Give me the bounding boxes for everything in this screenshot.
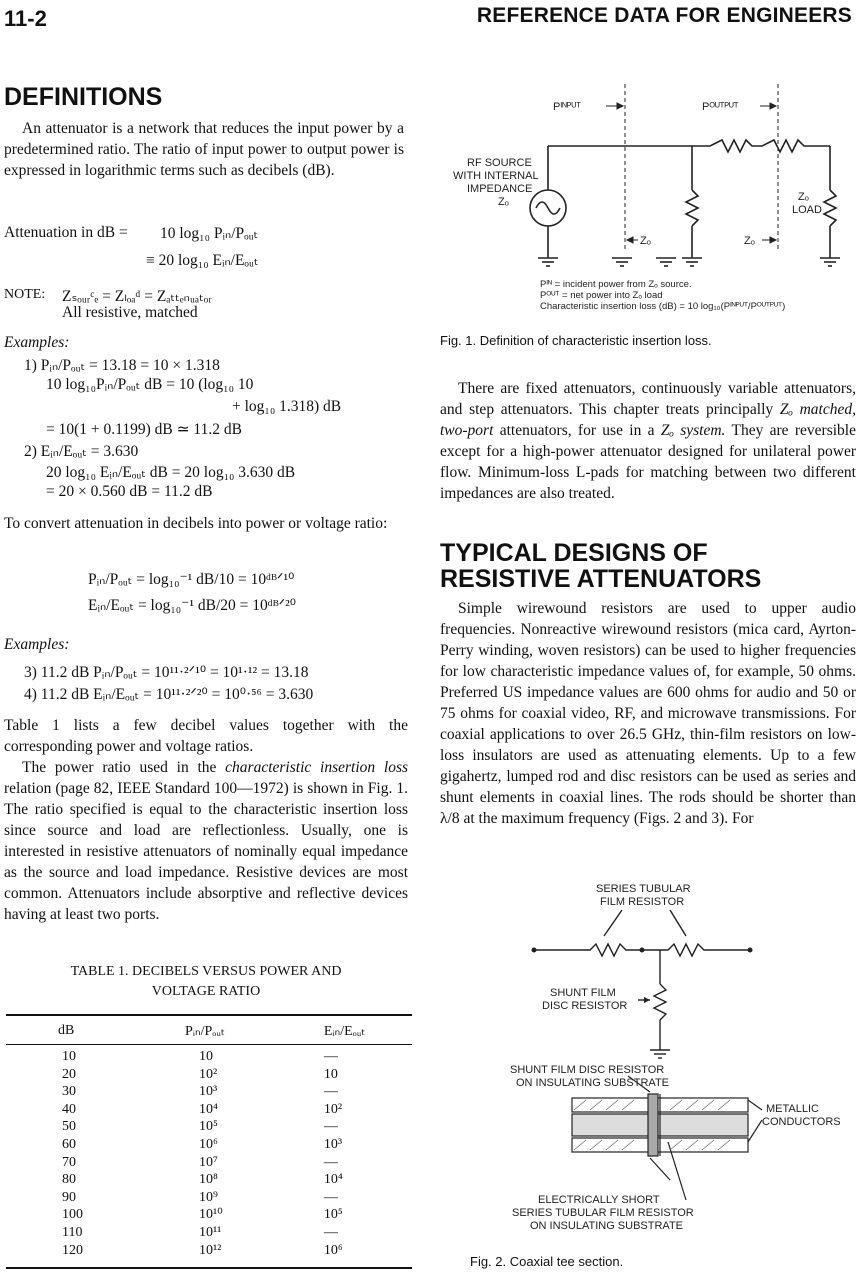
example2-line-c: = 20 × 0.560 dB = 11.2 dB bbox=[46, 483, 213, 500]
table-cell: 10⁶ bbox=[198, 1136, 218, 1152]
table-cell: — bbox=[323, 1189, 338, 1205]
table-cell: 10¹⁰ bbox=[198, 1207, 223, 1223]
intro-text: An attenuator is a network that reduces the input power by a predetermined ratio. The ratio of input power to output power is expressed in logarithmic terms such as decibels (dB). bbox=[4, 120, 404, 179]
attenuation-label: Attenuation in dB = bbox=[4, 224, 128, 241]
table-title-line1: TABLE 1. DECIBELS VERSUS POWER AND bbox=[70, 964, 342, 979]
table-cell: 10 bbox=[62, 1049, 76, 1064]
convert-eq2: Eᵢₙ/Eₒᵤₜ = log₁₀⁻¹ dB/20 = 10ᵈᴮᐟ²⁰ bbox=[88, 597, 297, 614]
table-cell: 70 bbox=[62, 1154, 76, 1170]
power-text-em: characteristic insertion loss bbox=[225, 759, 409, 776]
note-label: NOTE: bbox=[4, 287, 46, 302]
table-cell: 10 bbox=[198, 1049, 213, 1064]
table-cell: 10¹¹ bbox=[198, 1224, 222, 1240]
example1-line-b: 10 log₁₀Pᵢₙ/Pₒᵤₜ dB = 10 (log₁₀ 10 bbox=[46, 376, 254, 393]
heading2-line2: RESISTIVE ATTENUATORS bbox=[440, 565, 762, 593]
table-row bbox=[6, 1206, 412, 1224]
table-paragraph: Table 1 lists a few decibel values together with the corresponding power and voltage ratios. bbox=[4, 717, 408, 755]
table-header-cell: Eᵢₙ/Eₒᵤₜ bbox=[323, 1023, 366, 1039]
fig2-diagram bbox=[500, 880, 860, 1240]
fig1-note1: Pᴵᴺ = incident power from Zₒ source. bbox=[540, 279, 692, 290]
fig1-diagram bbox=[440, 80, 860, 320]
table-title bbox=[4, 962, 408, 1002]
table-cell: 10³ bbox=[198, 1084, 218, 1100]
table-cell: — bbox=[323, 1154, 338, 1170]
table-cell: — bbox=[323, 1224, 338, 1240]
fig1-note3: Characteristic insertion loss (dB) = 10 log₁₀(Pᴵᴺᴾᵁᵀ/Pᴼᵁᵀᴾᵁᵀ) bbox=[540, 301, 786, 312]
figure-2 bbox=[500, 880, 860, 1240]
table-cell: 10⁴ bbox=[323, 1172, 343, 1188]
table-cell: 10⁹ bbox=[198, 1189, 218, 1205]
attenuation-eq2: ≡ 20 log₁₀ Eᵢₙ/Eₒᵤₜ bbox=[146, 252, 259, 269]
table-row bbox=[6, 1136, 412, 1154]
convert-eq1: Pᵢₙ/Pₒᵤₜ = log₁₀⁻¹ dB/10 = 10ᵈᴮᐟ¹⁰ bbox=[88, 571, 295, 588]
table-cell: 10² bbox=[198, 1066, 218, 1082]
resistor-text: Simple wirewound resistors are used to upper audio frequencies. Nonreactive wirewound resistors (mica card, Ayrton-Perry winding, woven resistors) can be used to higher frequencies for low characteristic impedance values of, for example, 50 ohms. Preferred US impedance values are 600 ohms for audio and 50 or 75 ohms for coaxial video, RF, and microwave transmissions. For coaxial applications to over 26.5 GHz, thin-film resistors on low-loss insulators are used as attenuating elements. Up to a few gigahertz, lumped rod and disc resistors can be used as series and shunt elements in coaxial lines. The rods should be shorter than λ/8 at the maximum frequency (Figs. 2 and 3). For bbox=[440, 600, 856, 827]
table-cell: — bbox=[323, 1049, 338, 1064]
table-cell: 10³ bbox=[323, 1136, 343, 1152]
tubular-label-line2: ON INSULATING SUBSTRATE bbox=[530, 1220, 684, 1232]
table-cell: 50 bbox=[62, 1119, 76, 1135]
table-cell: 90 bbox=[62, 1189, 76, 1205]
table-title-line2: VOLTAGE RATIO bbox=[151, 984, 261, 999]
types-text-em2: Zₒ system. bbox=[660, 422, 726, 439]
types-text-em: Zₒ matched, two-port bbox=[440, 401, 856, 439]
short-label: ELECTRICALLY SHORT bbox=[538, 1194, 660, 1206]
section-heading-typical-designs bbox=[440, 540, 761, 592]
table-header-row bbox=[6, 1020, 412, 1048]
load-label-z0: Zₒ bbox=[798, 191, 809, 203]
example2-line-a: 2) Eᵢₙ/Eₒᵤₜ = 3.630 bbox=[24, 443, 139, 460]
table-cell: — bbox=[323, 1084, 338, 1100]
example1-line-a: 1) Pᵢₙ/Pₒᵤₜ = 13.18 = 10 × 1.318 bbox=[24, 357, 220, 374]
rf-source-line3: IMPEDANCE bbox=[467, 183, 533, 195]
z0-left-label: Zₒ bbox=[640, 235, 651, 247]
rf-source-line1: RF SOURCE bbox=[467, 157, 532, 169]
examples-label: Examples: bbox=[4, 334, 70, 351]
power-text-a: The power ratio used in the bbox=[22, 759, 226, 776]
table-cell: 10⁴ bbox=[198, 1101, 218, 1117]
table-cell: 80 bbox=[62, 1172, 76, 1188]
load-label: LOAD bbox=[792, 204, 822, 216]
fig2-caption: Fig. 2. Coaxial tee section. bbox=[470, 1254, 624, 1269]
metallic-label-line1: METALLIC bbox=[766, 1103, 819, 1115]
table-header-cell: dB bbox=[58, 1023, 75, 1038]
table-cell: 10⁷ bbox=[198, 1154, 218, 1170]
power-text-b: relation (page 82, IEEE Standard 100—1972) is shown in Fig. 1. The ratio specified is equal to the characteristic insertion loss since source and load are reflectionless. Usually, one is interested in resistive attenuators of nominally equal impedance as the source and load impedance. Resistive devices are most common. Attenuators include absorptive and reflective devices having at least two ports. bbox=[4, 780, 408, 923]
page-number: 11-2 bbox=[4, 6, 47, 31]
table-cell: 100 bbox=[62, 1207, 83, 1223]
rf-source-line4: Zₒ bbox=[498, 196, 509, 208]
section-heading-definitions: DEFINITIONS bbox=[4, 83, 163, 111]
example1-line-c: + log₁₀ 1.318) dB bbox=[232, 398, 342, 415]
attenuation-eq1: 10 log₁₀ Pᵢₙ/Pₒᵤₜ bbox=[160, 225, 259, 242]
table-cell: 120 bbox=[62, 1242, 83, 1258]
running-head: REFERENCE DATA FOR ENGINEERS bbox=[476, 4, 852, 27]
table-row bbox=[6, 1083, 412, 1101]
table-cell: 20 bbox=[62, 1066, 76, 1082]
heading2-line1: TYPICAL DESIGNS OF bbox=[440, 539, 708, 567]
table-cell: 40 bbox=[62, 1101, 76, 1117]
fig1-caption: Fig. 1. Definition of characteristic insertion loss. bbox=[440, 333, 712, 348]
p-output-label: Pᴼᵁᵀᴾᵁᵀ bbox=[702, 101, 739, 113]
table-cell: 60 bbox=[62, 1136, 76, 1152]
disc-label-line2: ON INSULATING SUBSTRATE bbox=[516, 1077, 670, 1089]
z0-right-label: Zₒ bbox=[744, 235, 755, 247]
shunt-label-line2: DISC RESISTOR bbox=[542, 1000, 628, 1012]
example2-line-b: 20 log₁₀ Eᵢₙ/Eₒᵤₜ dB = 20 log₁₀ 3.630 dB bbox=[46, 464, 296, 481]
example3: 3) 11.2 dB Pᵢₙ/Pₒᵤₜ = 10¹¹·²ᐟ¹⁰ = 10¹·¹² = 13.18 bbox=[24, 664, 309, 681]
example4: 4) 11.2 dB Eᵢₙ/Eₒᵤₜ = 10¹¹·²ᐟ²⁰ = 10⁰·⁵⁶ = 3.630 bbox=[24, 686, 314, 703]
table-cell: 30 bbox=[62, 1084, 76, 1100]
table-top-rule bbox=[6, 1014, 412, 1016]
p-input-label: Pᴵᴺᴾᵁᵀ bbox=[553, 101, 581, 113]
series-label-line1: SERIES TUBULAR bbox=[596, 883, 691, 895]
intro-paragraph bbox=[4, 118, 404, 181]
table-header-cell: Pᵢₙ/Pₒᵤₜ bbox=[184, 1023, 226, 1039]
table-row bbox=[6, 1171, 412, 1189]
example1-line-d: = 10(1 + 0.1199) dB ≃ 11.2 dB bbox=[46, 421, 242, 438]
tubular-label-line1: SERIES TUBULAR FILM RESISTOR bbox=[512, 1207, 694, 1219]
table-row bbox=[6, 1101, 412, 1119]
resistor-paragraph bbox=[440, 598, 856, 829]
table-cell: 10⁸ bbox=[198, 1172, 218, 1188]
table-cell: 10² bbox=[323, 1101, 343, 1117]
table-row bbox=[6, 1242, 412, 1260]
table-row bbox=[6, 1048, 412, 1066]
table-cell: 110 bbox=[62, 1224, 83, 1240]
note-line1: Zₛₒᵤᵣᶜₑ = Zₗₒₐᵈ = Zₐₜₜₑₙᵤₐₜₒᵣ bbox=[62, 288, 212, 305]
disc-label-line1: SHUNT FILM DISC RESISTOR bbox=[510, 1064, 665, 1076]
series-label-line2: FILM RESISTOR bbox=[600, 896, 685, 908]
types-text-b: attenuators, for use in a bbox=[493, 422, 661, 439]
rf-source-line2: WITH INTERNAL bbox=[453, 170, 539, 182]
note-line2: All resistive, matched bbox=[62, 304, 198, 321]
table-row bbox=[6, 1066, 412, 1084]
fig1-note2: Pᴼᵁᵀ = net power into Zₒ load bbox=[540, 290, 663, 301]
table-cell: 10 bbox=[323, 1066, 338, 1082]
decibel-table-grid bbox=[6, 1020, 412, 1259]
table-cell: 10⁵ bbox=[323, 1207, 343, 1223]
convert-paragraph: To convert attenuation in decibels into power or voltage ratio: bbox=[4, 515, 388, 532]
types-text-c: They are reversible except for a high-power attenuator designed for unilateral power flow. Minimum-loss L-pads for matching between two different impedances are also treated. bbox=[440, 422, 856, 502]
table-row bbox=[6, 1224, 412, 1242]
figure-1 bbox=[440, 80, 860, 320]
decibel-table bbox=[6, 1020, 412, 1259]
table-row bbox=[6, 1189, 412, 1207]
metallic-label-line2: CONDUCTORS bbox=[762, 1116, 841, 1128]
table-cell: 10⁶ bbox=[323, 1242, 343, 1258]
examples2-label: Examples: bbox=[4, 636, 70, 653]
table-row bbox=[6, 1154, 412, 1172]
table-cell: 10⁵ bbox=[198, 1119, 218, 1135]
table-row bbox=[6, 1118, 412, 1136]
table-bottom-rule bbox=[6, 1267, 412, 1269]
shunt-label-line1: SHUNT FILM bbox=[550, 987, 616, 999]
types-text-a: There are fixed attenuators, continuously variable attenuators, and step attenuators. This chapter treats principally bbox=[440, 380, 856, 418]
table-cell: — bbox=[323, 1119, 338, 1135]
attenuator-types-paragraph bbox=[440, 378, 856, 504]
power-ratio-paragraph bbox=[4, 757, 408, 925]
table-cell: 10¹² bbox=[198, 1242, 222, 1258]
